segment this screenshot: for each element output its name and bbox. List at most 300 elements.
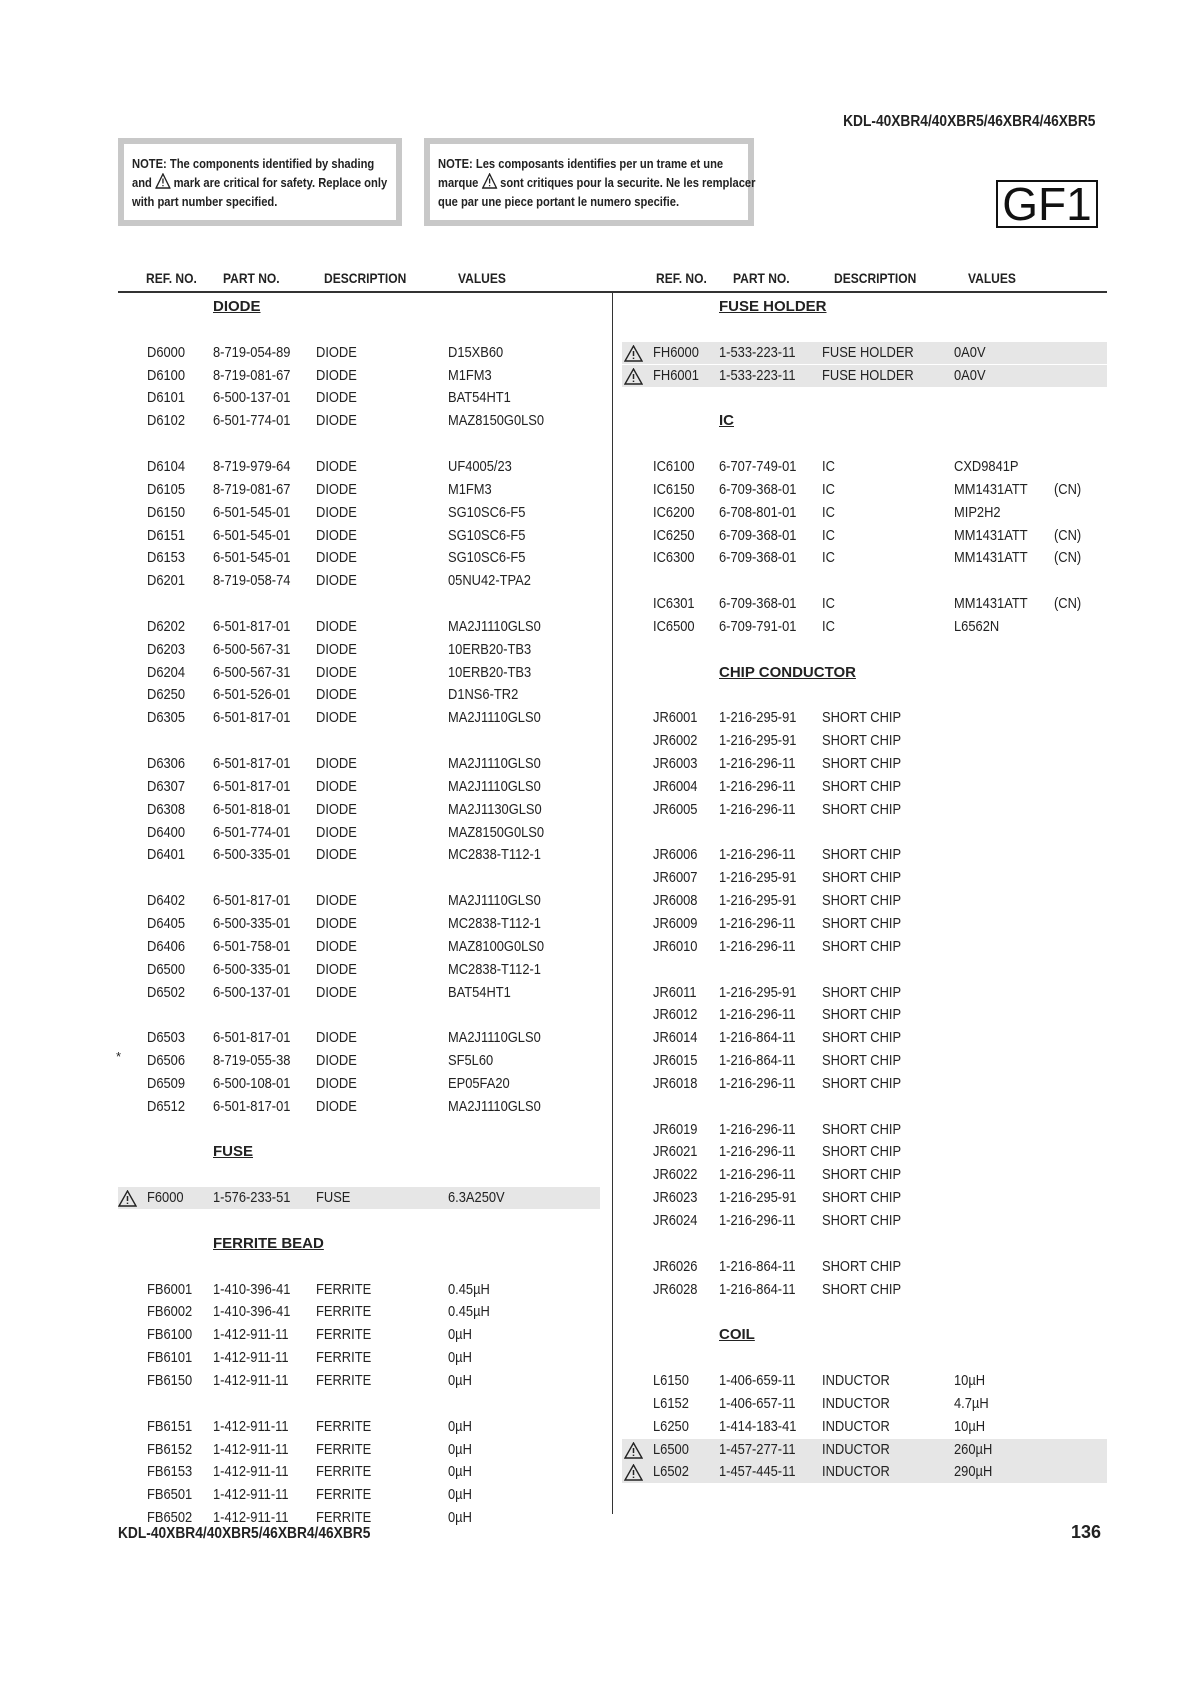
ref-cell: L6502 bbox=[653, 1463, 689, 1481]
part-row bbox=[622, 1050, 1107, 1072]
part-no-cell: 6-709-368-01 bbox=[719, 526, 797, 544]
ref-cell: D6400 bbox=[147, 823, 186, 841]
ref-cell: D6306 bbox=[147, 755, 186, 772]
value-cell: 0.45µH bbox=[448, 1303, 490, 1321]
part-row bbox=[622, 1370, 1107, 1392]
part-no-cell: 6-501-817-01 bbox=[213, 755, 291, 772]
description-cell: DIODE bbox=[316, 366, 357, 384]
part-no-cell: 1-412-911-11 bbox=[213, 1463, 289, 1481]
description-cell: DIODE bbox=[316, 755, 357, 772]
value-cell: 0A0V bbox=[954, 343, 986, 361]
value-cell: D15XB60 bbox=[448, 343, 504, 361]
part-row bbox=[118, 1324, 600, 1346]
part-row bbox=[118, 502, 600, 524]
note-cell: (CN) bbox=[1054, 595, 1082, 613]
part-no-cell: 1-216-295-91 bbox=[719, 732, 797, 750]
part-row bbox=[118, 1187, 600, 1209]
part-row bbox=[622, 1210, 1107, 1232]
value-cell: MM1431ATT bbox=[954, 549, 1028, 567]
part-row bbox=[118, 982, 600, 1004]
ref-cell: L6150 bbox=[653, 1371, 689, 1389]
description-cell: DIODE bbox=[316, 503, 357, 521]
ref-cell: IC6301 bbox=[653, 595, 695, 613]
part-row bbox=[622, 1461, 1107, 1483]
warning-triangle-icon bbox=[624, 1464, 643, 1481]
header-part-no: PART NO. bbox=[223, 270, 280, 286]
part-row bbox=[118, 547, 600, 569]
ref-cell: L6250 bbox=[653, 1417, 689, 1435]
value-cell: 0µH bbox=[448, 1349, 472, 1367]
ref-cell: JR6001 bbox=[653, 709, 698, 727]
description-cell: DIODE bbox=[316, 960, 357, 978]
description-cell: DIODE bbox=[316, 412, 357, 430]
description-cell: DIODE bbox=[316, 1029, 357, 1047]
value-cell: 10ERB20-TB3 bbox=[448, 663, 532, 681]
description-cell: INDUCTOR bbox=[822, 1463, 890, 1481]
ref-cell: D6101 bbox=[147, 389, 186, 407]
part-row bbox=[622, 1141, 1107, 1163]
description-cell: DIODE bbox=[316, 1052, 357, 1070]
description-cell: FERRITE bbox=[316, 1486, 372, 1504]
ref-cell: D6100 bbox=[147, 366, 186, 384]
part-row bbox=[118, 684, 600, 706]
part-no-cell: 1-412-911-11 bbox=[213, 1326, 289, 1344]
description-cell: DIODE bbox=[316, 526, 357, 544]
section-heading: FUSE HOLDER bbox=[719, 298, 827, 315]
ref-cell: JR6023 bbox=[653, 1189, 698, 1207]
part-row bbox=[118, 799, 600, 821]
section-code-box: GF1 bbox=[996, 180, 1098, 228]
part-no-cell: 1-410-396-41 bbox=[213, 1303, 291, 1321]
ref-cell: D6151 bbox=[147, 526, 186, 544]
part-no-cell: 6-501-817-01 bbox=[213, 1029, 291, 1047]
description-cell: INDUCTOR bbox=[822, 1440, 890, 1458]
value-cell: D1NS6-TR2 bbox=[448, 686, 519, 704]
ref-cell: D6000 bbox=[147, 343, 186, 361]
part-row bbox=[622, 982, 1107, 1004]
value-cell: M1FM3 bbox=[448, 366, 492, 384]
part-no-cell: 6-500-108-01 bbox=[213, 1074, 291, 1092]
ref-cell: D6307 bbox=[147, 777, 186, 795]
ref-cell: IC6200 bbox=[653, 503, 695, 521]
value-cell: 10µH bbox=[954, 1371, 986, 1389]
part-row bbox=[622, 1416, 1107, 1438]
part-row bbox=[118, 525, 600, 547]
part-row bbox=[118, 776, 600, 798]
value-cell: 10ERB20-TB3 bbox=[448, 640, 532, 658]
ref-cell: JR6005 bbox=[653, 800, 698, 818]
value-cell: 05NU42-TPA2 bbox=[448, 572, 531, 590]
ref-cell: FB6501 bbox=[147, 1486, 193, 1504]
part-no-cell: 1-216-295-91 bbox=[719, 1189, 797, 1207]
part-no-cell: 6-709-368-01 bbox=[719, 595, 797, 613]
description-cell: DIODE bbox=[316, 914, 357, 932]
part-no-cell: 1-216-295-91 bbox=[719, 869, 797, 887]
description-cell: DIODE bbox=[316, 549, 357, 567]
description-cell: DIODE bbox=[316, 480, 357, 498]
part-no-cell: 6-501-545-01 bbox=[213, 526, 291, 544]
description-cell: SHORT CHIP bbox=[822, 869, 902, 887]
ref-cell: FB6100 bbox=[147, 1326, 193, 1344]
ref-cell: D6105 bbox=[147, 480, 186, 498]
part-no-cell: 6-500-137-01 bbox=[213, 983, 291, 1001]
part-no-cell: 1-216-864-11 bbox=[719, 1257, 796, 1275]
value-cell: MA2J1110GLS0 bbox=[448, 777, 541, 795]
ref-cell: JR6009 bbox=[653, 914, 698, 932]
part-row bbox=[622, 936, 1107, 958]
warning-triangle-icon bbox=[482, 173, 497, 189]
part-no-cell: 1-216-295-91 bbox=[719, 892, 797, 910]
part-row bbox=[622, 867, 1107, 889]
part-row bbox=[118, 1416, 600, 1438]
part-no-cell: 8-719-058-74 bbox=[213, 572, 291, 590]
description-cell: DIODE bbox=[316, 457, 357, 475]
part-no-cell: 6-501-774-01 bbox=[213, 823, 291, 841]
description-cell: FERRITE bbox=[316, 1463, 372, 1481]
value-cell: MA2J1110GLS0 bbox=[448, 755, 541, 772]
description-cell: DIODE bbox=[316, 823, 357, 841]
value-cell: CXD9841P bbox=[954, 457, 1019, 475]
part-row bbox=[118, 479, 600, 501]
value-cell: L6562N bbox=[954, 617, 1000, 635]
description-cell: IC bbox=[822, 549, 835, 567]
part-row bbox=[118, 1027, 600, 1049]
ref-cell: JR6024 bbox=[653, 1212, 698, 1229]
ref-cell: JR6003 bbox=[653, 755, 698, 772]
ref-cell: JR6006 bbox=[653, 846, 698, 864]
value-cell: MA2J1110GLS0 bbox=[448, 617, 541, 635]
description-cell: SHORT CHIP bbox=[822, 1280, 902, 1298]
note-line: NOTE: The components identified by shading bbox=[132, 156, 375, 171]
description-cell: SHORT CHIP bbox=[822, 1074, 902, 1092]
part-no-cell: 6-500-567-31 bbox=[213, 640, 291, 658]
part-no-cell: 6-501-817-01 bbox=[213, 1097, 291, 1115]
ref-cell: FH6000 bbox=[653, 343, 699, 361]
part-no-cell: 6-500-335-01 bbox=[213, 914, 291, 932]
header-description: DESCRIPTION bbox=[324, 270, 407, 286]
value-cell: M1FM3 bbox=[448, 480, 492, 498]
description-cell: SHORT CHIP bbox=[822, 800, 902, 818]
ref-cell: L6500 bbox=[653, 1440, 689, 1458]
description-cell: IC bbox=[822, 457, 835, 475]
part-no-cell: 1-216-296-11 bbox=[719, 800, 796, 818]
part-no-cell: 8-719-979-64 bbox=[213, 457, 291, 475]
part-row bbox=[118, 662, 600, 684]
part-no-cell: 6-709-368-01 bbox=[719, 480, 797, 498]
part-row bbox=[118, 707, 600, 729]
part-no-cell: 6-501-545-01 bbox=[213, 549, 291, 567]
part-no-cell: 6-501-817-01 bbox=[213, 892, 291, 910]
part-row bbox=[622, 799, 1107, 821]
section-heading: FUSE bbox=[213, 1143, 254, 1161]
value-cell: MC2838-T112-1 bbox=[448, 846, 541, 864]
value-cell: 0A0V bbox=[954, 366, 986, 384]
ref-cell: D6201 bbox=[147, 572, 186, 590]
part-no-cell: 6-500-137-01 bbox=[213, 389, 291, 407]
ref-cell: JR6010 bbox=[653, 937, 698, 955]
part-no-cell: 6-501-817-01 bbox=[213, 617, 291, 635]
part-row bbox=[622, 1256, 1107, 1278]
part-no-cell: 1-576-233-51 bbox=[213, 1189, 291, 1207]
column-divider bbox=[612, 292, 613, 1514]
part-row bbox=[622, 593, 1107, 615]
value-cell: MA2J1110GLS0 bbox=[448, 709, 541, 727]
part-no-cell: 6-501-817-01 bbox=[213, 777, 291, 795]
part-no-cell: 1-457-445-11 bbox=[719, 1463, 796, 1481]
description-cell: SHORT CHIP bbox=[822, 846, 902, 864]
part-no-cell: 6-500-567-31 bbox=[213, 663, 291, 681]
ref-cell: FB6001 bbox=[147, 1280, 193, 1298]
part-no-cell: 1-216-296-11 bbox=[719, 1120, 796, 1138]
description-cell: IC bbox=[822, 617, 835, 635]
description-cell: DIODE bbox=[316, 892, 357, 910]
part-no-cell: 1-457-277-11 bbox=[719, 1440, 796, 1458]
header-rule bbox=[118, 291, 612, 293]
header-ref-no: REF. NO. bbox=[656, 270, 707, 286]
part-row bbox=[622, 1393, 1107, 1415]
part-no-cell: 1-216-296-11 bbox=[719, 846, 796, 864]
ref-cell: JR6019 bbox=[653, 1120, 698, 1138]
ref-cell: JR6015 bbox=[653, 1052, 698, 1070]
value-cell: 0µH bbox=[448, 1371, 472, 1389]
model-header: KDL-40XBR4/40XBR5/46XBR4/46XBR5 bbox=[842, 113, 1095, 130]
description-cell: FERRITE bbox=[316, 1326, 372, 1344]
ref-cell: D6500 bbox=[147, 960, 186, 978]
section-heading: DIODE bbox=[213, 298, 261, 315]
section-heading: COIL bbox=[719, 1326, 755, 1344]
ref-cell: JR6021 bbox=[653, 1143, 698, 1161]
part-no-cell: 8-719-081-67 bbox=[213, 480, 291, 498]
part-no-cell: 1-216-296-11 bbox=[719, 914, 796, 932]
description-cell: INDUCTOR bbox=[822, 1394, 890, 1412]
note-cell: (CN) bbox=[1054, 549, 1082, 567]
description-cell: DIODE bbox=[316, 663, 357, 681]
value-cell: MAZ8150G0LS0 bbox=[448, 823, 545, 841]
model-footer: KDL-40XBR4/40XBR5/46XBR4/46XBR5 bbox=[118, 1525, 371, 1542]
description-cell: SHORT CHIP bbox=[822, 1120, 902, 1138]
ref-cell: JR6014 bbox=[653, 1029, 698, 1047]
part-no-cell: 6-501-774-01 bbox=[213, 412, 291, 430]
description-cell: SHORT CHIP bbox=[822, 1257, 902, 1275]
ref-cell: D6401 bbox=[147, 846, 186, 864]
ref-cell: FH6001 bbox=[653, 366, 699, 384]
description-cell: DIODE bbox=[316, 572, 357, 590]
safety-note-english bbox=[118, 138, 402, 226]
part-no-cell: 1-412-911-11 bbox=[213, 1417, 289, 1435]
ref-cell: FB6002 bbox=[147, 1303, 193, 1321]
description-cell: FERRITE bbox=[316, 1280, 372, 1298]
description-cell: DIODE bbox=[316, 686, 357, 704]
ref-cell: JR6028 bbox=[653, 1280, 698, 1298]
ref-cell: D6203 bbox=[147, 640, 186, 658]
ref-cell: D6506 bbox=[147, 1052, 186, 1070]
part-row bbox=[118, 639, 600, 661]
part-no-cell: 8-719-054-89 bbox=[213, 343, 291, 361]
ref-cell: FB6502 bbox=[147, 1509, 193, 1527]
value-cell: MA2J1130GLS0 bbox=[448, 800, 542, 818]
header-description: DESCRIPTION bbox=[834, 270, 917, 286]
part-no-cell: 6-707-749-01 bbox=[719, 457, 797, 475]
description-cell: DIODE bbox=[316, 389, 357, 407]
ref-cell: D6405 bbox=[147, 914, 186, 932]
description-cell: IC bbox=[822, 480, 835, 498]
warning-triangle-icon bbox=[118, 1190, 137, 1207]
part-row bbox=[622, 365, 1107, 387]
part-no-cell: 6-708-801-01 bbox=[719, 503, 797, 521]
part-no-cell: 1-414-183-41 bbox=[719, 1417, 797, 1435]
part-row bbox=[118, 1279, 600, 1301]
part-row bbox=[118, 342, 600, 364]
ref-cell: FB6153 bbox=[147, 1463, 193, 1481]
warning-triangle-icon bbox=[624, 1442, 643, 1459]
part-row bbox=[622, 502, 1107, 524]
value-cell: MM1431ATT bbox=[954, 595, 1028, 613]
note-cell: (CN) bbox=[1054, 526, 1082, 544]
part-no-cell: 6-500-335-01 bbox=[213, 846, 291, 864]
part-no-cell: 1-412-911-11 bbox=[213, 1440, 289, 1458]
part-no-cell: 1-412-911-11 bbox=[213, 1486, 289, 1504]
ref-cell: IC6500 bbox=[653, 617, 695, 635]
part-no-cell: 6-500-335-01 bbox=[213, 960, 291, 978]
description-cell: DIODE bbox=[316, 343, 357, 361]
part-row bbox=[118, 1050, 600, 1072]
part-row bbox=[622, 342, 1107, 364]
value-cell: SG10SC6-F5 bbox=[448, 503, 526, 521]
part-row bbox=[622, 776, 1107, 798]
ref-cell: FB6152 bbox=[147, 1440, 193, 1458]
ref-cell: JR6008 bbox=[653, 892, 698, 910]
value-cell: MA2J1110GLS0 bbox=[448, 1097, 541, 1115]
section-heading: CHIP CONDUCTOR bbox=[719, 663, 856, 681]
value-cell: 6.3A250V bbox=[448, 1189, 505, 1207]
value-cell: 0.45µH bbox=[448, 1280, 490, 1298]
part-no-cell: 1-216-296-11 bbox=[719, 1074, 796, 1092]
value-cell: 0µH bbox=[448, 1326, 472, 1344]
part-row bbox=[118, 616, 600, 638]
value-cell: 0µH bbox=[448, 1440, 472, 1458]
header-values: VALUES bbox=[458, 270, 506, 286]
ref-cell: JR6022 bbox=[653, 1166, 698, 1184]
description-cell: SHORT CHIP bbox=[822, 1006, 902, 1024]
part-no-cell: 1-216-296-11 bbox=[719, 1006, 796, 1024]
part-row bbox=[622, 1164, 1107, 1186]
part-no-cell: 6-709-368-01 bbox=[719, 549, 797, 567]
part-row bbox=[118, 1370, 600, 1392]
part-row bbox=[622, 913, 1107, 935]
ref-cell: FB6151 bbox=[147, 1417, 193, 1435]
description-cell: SHORT CHIP bbox=[822, 892, 902, 910]
ref-cell: JR6018 bbox=[653, 1074, 698, 1092]
description-cell: SHORT CHIP bbox=[822, 777, 902, 795]
value-cell: 290µH bbox=[954, 1463, 993, 1481]
value-cell: 4.7µH bbox=[954, 1394, 989, 1412]
description-cell: IC bbox=[822, 595, 835, 613]
ref-cell: FB6150 bbox=[147, 1371, 193, 1389]
part-no-cell: 1-216-296-11 bbox=[719, 1212, 796, 1229]
part-row bbox=[622, 456, 1107, 478]
value-cell: 0µH bbox=[448, 1463, 472, 1481]
ref-cell: D6104 bbox=[147, 457, 186, 475]
description-cell: DIODE bbox=[316, 617, 357, 635]
header-values: VALUES bbox=[968, 270, 1016, 286]
header-ref-no: REF. NO. bbox=[146, 270, 197, 286]
description-cell: FERRITE bbox=[316, 1440, 372, 1458]
part-row bbox=[622, 1073, 1107, 1095]
part-row bbox=[622, 707, 1107, 729]
description-cell: SHORT CHIP bbox=[822, 937, 902, 955]
part-no-cell: 1-216-864-11 bbox=[719, 1052, 796, 1070]
part-no-cell: 1-533-223-11 bbox=[719, 343, 796, 361]
part-row bbox=[118, 913, 600, 935]
part-row bbox=[118, 844, 600, 866]
description-cell: IC bbox=[822, 526, 835, 544]
ref-cell: D6509 bbox=[147, 1074, 186, 1092]
description-cell: FUSE bbox=[316, 1189, 351, 1207]
description-cell: DIODE bbox=[316, 846, 357, 864]
part-row bbox=[118, 387, 600, 409]
description-cell: INDUCTOR bbox=[822, 1371, 890, 1389]
part-row bbox=[118, 1461, 600, 1483]
part-no-cell: 1-406-657-11 bbox=[719, 1394, 796, 1412]
part-row bbox=[118, 959, 600, 981]
part-row bbox=[622, 547, 1107, 569]
ref-cell: D6503 bbox=[147, 1029, 186, 1047]
part-row bbox=[622, 730, 1107, 752]
header-rule bbox=[612, 291, 1107, 293]
note-line: sont critiques pour la securite. Ne les remplacer bbox=[500, 175, 756, 190]
ref-cell: JR6004 bbox=[653, 777, 698, 795]
ref-cell: F6000 bbox=[147, 1189, 184, 1207]
description-cell: FERRITE bbox=[316, 1371, 372, 1389]
part-no-cell: 1-216-296-11 bbox=[719, 1143, 796, 1161]
part-no-cell: 6-709-791-01 bbox=[719, 617, 797, 635]
part-no-cell: 1-216-296-11 bbox=[719, 777, 796, 795]
value-cell: MC2838-T112-1 bbox=[448, 960, 541, 978]
part-no-cell: 1-412-911-11 bbox=[213, 1349, 289, 1367]
part-no-cell: 1-412-911-11 bbox=[213, 1371, 289, 1389]
description-cell: SHORT CHIP bbox=[822, 1143, 902, 1161]
part-no-cell: 6-501-526-01 bbox=[213, 686, 291, 704]
part-row bbox=[118, 1484, 600, 1506]
ref-cell: L6152 bbox=[653, 1394, 689, 1412]
ref-cell: JR6011 bbox=[653, 983, 697, 1001]
part-no-cell: 1-216-864-11 bbox=[719, 1029, 796, 1047]
description-cell: FERRITE bbox=[316, 1349, 372, 1367]
ref-cell: JR6012 bbox=[653, 1006, 698, 1024]
value-cell: 10µH bbox=[954, 1417, 986, 1435]
part-row bbox=[622, 844, 1107, 866]
ref-cell: D6250 bbox=[147, 686, 186, 704]
section-heading: IC bbox=[719, 412, 734, 430]
ref-cell: IC6100 bbox=[653, 457, 695, 475]
ref-cell: D6153 bbox=[147, 549, 186, 567]
part-no-cell: 6-501-817-01 bbox=[213, 709, 291, 727]
part-no-cell: 1-410-396-41 bbox=[213, 1280, 291, 1298]
description-cell: DIODE bbox=[316, 983, 357, 1001]
description-cell: DIODE bbox=[316, 1074, 357, 1092]
description-cell: SHORT CHIP bbox=[822, 1212, 902, 1229]
part-no-cell: 1-216-296-11 bbox=[719, 755, 796, 772]
page-number: 136 bbox=[1070, 1522, 1101, 1542]
description-cell: DIODE bbox=[316, 640, 357, 658]
part-no-cell: 1-216-295-91 bbox=[719, 709, 797, 727]
part-no-cell: 1-216-296-11 bbox=[719, 1166, 796, 1184]
part-no-cell: 1-406-659-11 bbox=[719, 1371, 796, 1389]
description-cell: DIODE bbox=[316, 777, 357, 795]
part-row bbox=[622, 1187, 1107, 1209]
ref-cell: D6150 bbox=[147, 503, 186, 521]
ref-cell: D6308 bbox=[147, 800, 186, 818]
